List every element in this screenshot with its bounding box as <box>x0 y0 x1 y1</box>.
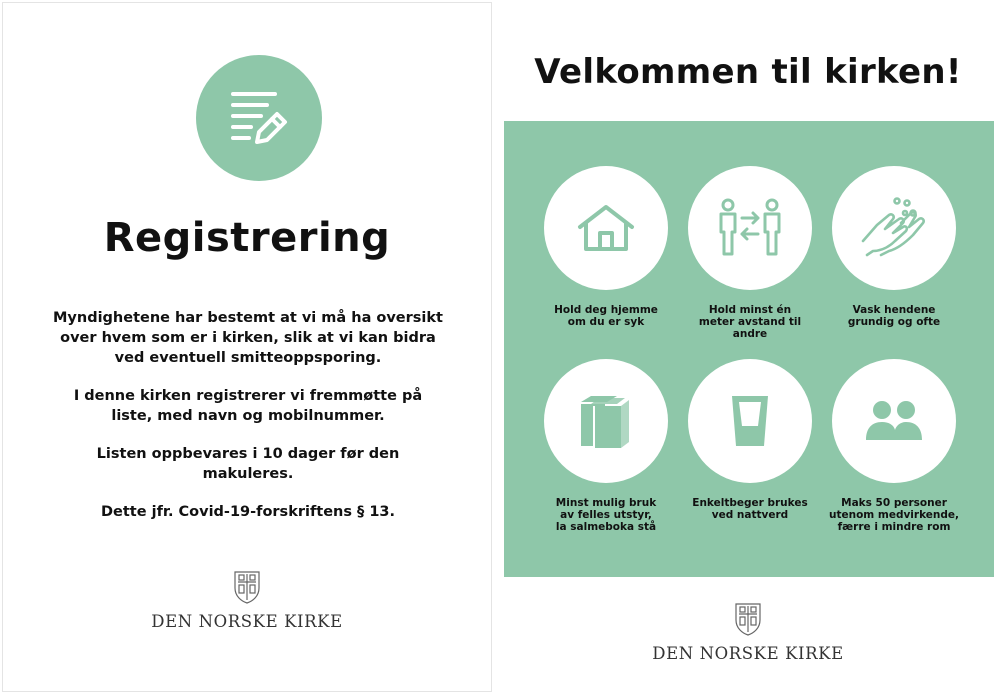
church-logo <box>500 602 996 663</box>
guidelines-panel <box>504 121 994 577</box>
guideline-icon-circle <box>544 359 668 483</box>
guideline-icon-circle <box>688 359 812 483</box>
guideline-label: Maks 50 personer utenom medvirkende, færre i mindre rom <box>828 497 960 533</box>
paragraph-regulation: Dette jfr. Covid-19-forskriftens § 13. <box>100 504 396 520</box>
guideline-tile-stay-home <box>536 166 676 328</box>
registration-icon-circle <box>196 55 322 181</box>
guideline-tile-distance <box>680 166 820 340</box>
guideline-icon-circle <box>832 166 956 290</box>
guideline-label: Enkeltbeger brukes ved nattverd <box>692 497 808 521</box>
books-icon <box>577 392 635 450</box>
paragraph-authorities: Myndighetene har bestemt at vi må ha oversikt over hvem som er i kirken, slik at vi kan bidra ved eventuell smitteoppsporing. <box>53 310 443 366</box>
guideline-icon-circle <box>544 166 668 290</box>
guideline-icon-circle <box>688 166 812 290</box>
guideline-tile-max-people <box>824 359 964 533</box>
logo-text: DEN NORSKE KIRKE <box>652 644 844 663</box>
guideline-label: Hold minst én meter avstand til andre <box>698 304 802 340</box>
guideline-label: Vask hendene grundig og ofte <box>847 304 941 328</box>
welcome-poster <box>500 2 996 692</box>
document-edit-icon <box>227 86 291 150</box>
registration-text <box>43 308 453 540</box>
guideline-tile-wash-hands <box>824 166 964 328</box>
guideline-icon-circle <box>832 359 956 483</box>
paragraph-storage: Listen oppbevares i 10 dager før den makuleres. <box>96 446 400 482</box>
house-icon <box>576 203 636 253</box>
church-shield-icon <box>734 602 762 636</box>
wash-hands-icon <box>859 197 929 259</box>
church-shield-icon <box>233 570 261 604</box>
cup-icon <box>730 394 770 448</box>
guideline-label: Hold deg hjemme om du er syk <box>554 304 658 328</box>
guideline-tile-communion-cup <box>680 359 820 521</box>
guideline-tile-shared-equipment <box>536 359 676 533</box>
welcome-title: Velkommen til kirken! <box>534 52 962 92</box>
church-logo <box>3 570 491 631</box>
guideline-label: Minst mulig bruk av felles utstyr, la salmeboka stå <box>555 497 657 533</box>
registration-poster <box>2 2 492 692</box>
paragraph-registration-list: I denne kirken registrerer vi fremmøtte på liste, med navn og mobilnummer. <box>73 388 423 424</box>
people-group-icon <box>864 400 924 442</box>
page-title: Registrering <box>103 215 391 261</box>
distance-people-icon <box>718 198 782 258</box>
logo-text: DEN NORSKE KIRKE <box>151 612 343 631</box>
